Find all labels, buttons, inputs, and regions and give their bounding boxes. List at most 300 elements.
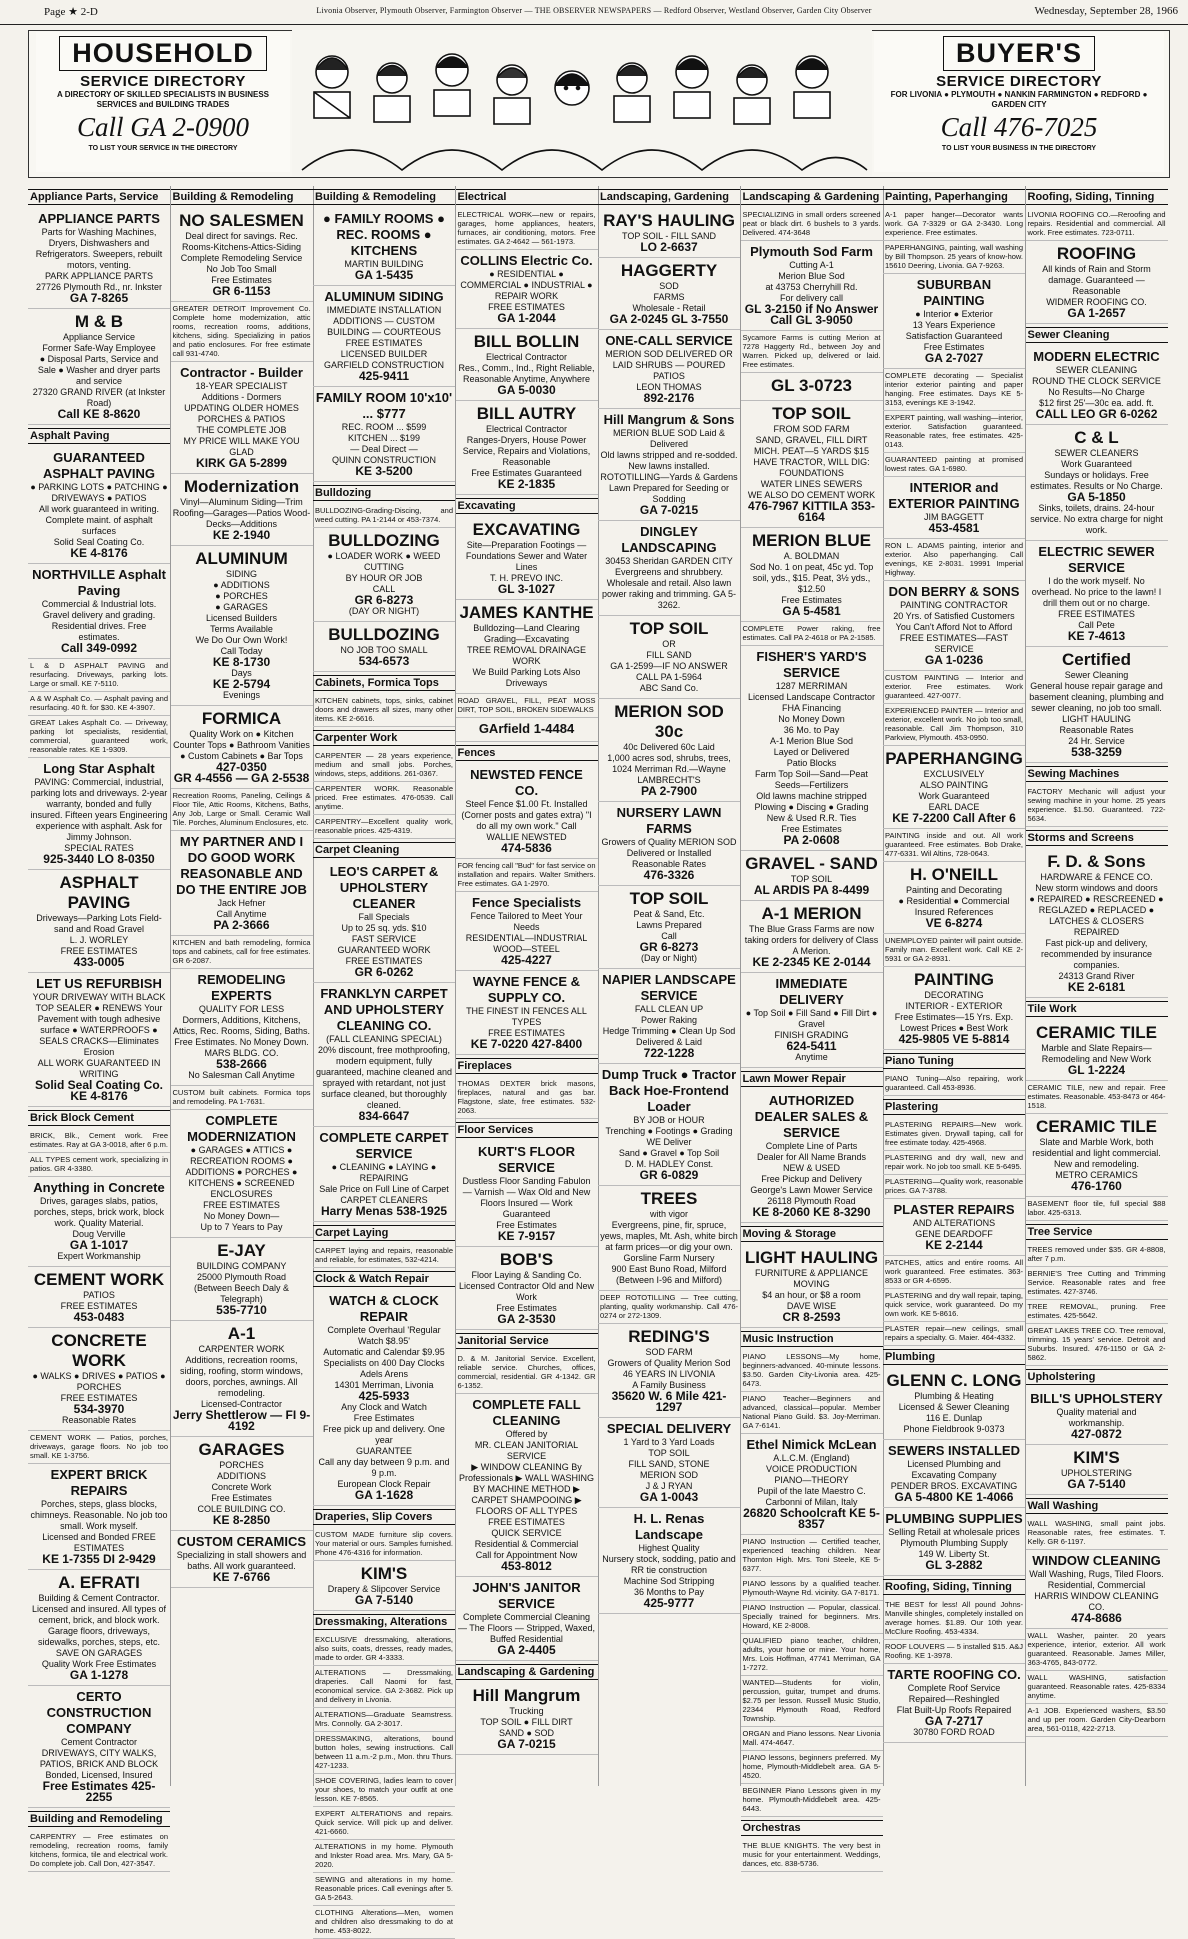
ad-line: Free Estimates <box>923 342 985 352</box>
ad-headline: Hill Mangrum <box>472 1686 581 1705</box>
ad-phone: GR 6-8273 <box>354 593 414 607</box>
display-ad <box>1026 1388 1168 1445</box>
ad-line: ● Top Soil ● Fill Sand ● Fill Dirt ● Gravel <box>745 1008 878 1029</box>
ad-line: Vinyl—Aluminum Siding—Trim Roofing—Garages—Patios Wood-Decks—Additions <box>172 497 311 529</box>
ad-line: Evergreens, pine, fir, spruce, yews, maples, Mt. Ash, white birch at farm prices—or dig your own. <box>600 1220 738 1252</box>
ad-line: MERION SOD <box>639 1470 698 1480</box>
ad-phone: 476-1760 <box>1071 1179 1122 1193</box>
ad-line: Complete Line of Parts <box>765 1141 858 1151</box>
ad-phone: KE 2-6181 <box>1067 980 1126 994</box>
ad-headline: TOP SOIL <box>772 404 851 423</box>
ad-line: PIANO—THEORY <box>774 1475 849 1485</box>
classified-listing: PATCHES, attics and entire rooms. All work guaranteed. Free estimates. 363-8533 or GR 4-6595. <box>883 1256 1025 1289</box>
ad-line: TOP SOIL <box>648 1448 690 1458</box>
ad-line: Dustless Floor Sanding Fabulon — Varnish — Wax Old and New Floors Insured — Work Guaranteed <box>462 1176 591 1219</box>
ad-line: Peat & Sand, Etc. <box>633 909 705 919</box>
ad-line: Licensed Landscape Contractor <box>747 692 876 702</box>
ad-headline: Fence Specialists <box>471 895 582 910</box>
ad-phone: GL 3-2150 if No Answer <box>744 302 879 316</box>
classified-listing: L & D ASPHALT PAVING and resurfacing. Driveways, parking lots. Large or small. KE 7-5110. <box>28 659 170 692</box>
ad-phone: GR 6-0262 <box>354 965 414 979</box>
ad-line: Jack Hefner <box>217 898 266 908</box>
ad-headline: BILL'S UPHOLSTERY <box>1030 1391 1163 1406</box>
ad-line: FREE ESTIMATES—FAST SERVICE <box>899 633 1009 654</box>
ad-phone: 35620 W. 6 Mile 421-1297 <box>611 1389 727 1414</box>
ad-phone: 624-5411 <box>786 1039 837 1053</box>
ad-line: A. BOLDMAN <box>783 551 840 561</box>
ad-headline: Plymouth Sod Farm <box>750 244 873 259</box>
display-ad <box>598 521 740 616</box>
household-call: Call GA 2-0900 <box>76 112 249 142</box>
ad-phone: KE 2-2144 <box>925 1238 983 1252</box>
display-ad <box>741 401 883 528</box>
ad-line: Work Guaranteed <box>1061 459 1132 469</box>
ad-line: Satisfaction Guaranteed <box>905 331 1003 341</box>
classified-listing: EXPERIENCED PAINTER — Interior and exterior, excellent work. No job too small, reasonable. Call Jim Thompson, 310 Parkview, Plymouth. 453-0950. <box>883 704 1025 746</box>
ad-headline: NO SALESMEN <box>179 211 304 230</box>
category-heading: Appliance Parts, Service <box>28 189 170 205</box>
display-ad <box>1026 1114 1168 1197</box>
ad-line: 36 Months to Pay <box>633 1587 705 1597</box>
ad-line: Dealer for All Name Brands <box>756 1152 867 1162</box>
ad-line: Plumbing & Heating <box>914 1391 994 1401</box>
ad-line: Cutting A-1 <box>789 260 834 270</box>
ad-line: HARRIS WINDOW CLEANING CO. <box>1034 1591 1159 1612</box>
display-ad <box>1026 346 1168 425</box>
classified-listing: COMPLETE Power raking, free estimates. Call PA 2-4618 or PA 2-1585. <box>741 622 883 646</box>
ad-line: Sinks, toilets, drains. 24-hour service. No extra charge for night work. <box>1030 503 1163 535</box>
ad-headline: REMODELING EXPERTS <box>197 972 286 1003</box>
ad-phone: Call KE 8-8620 <box>57 407 141 421</box>
ad-line: FILL SAND <box>646 650 692 660</box>
ad-headline: PAINTING <box>914 970 994 989</box>
household-description: A DIRECTORY OF SKILLED SPECIALISTS IN BUSINESS SERVICES and BUILDING TRADES <box>56 90 270 109</box>
ad-line: 900 East Buno Road, Milford (Between I-96 and Milford) <box>611 1264 727 1285</box>
display-ad <box>598 1508 740 1614</box>
category-heading: Painting, Paperhanging <box>883 189 1025 205</box>
ad-line: Licensed and Bonded FREE ESTIMATES <box>42 1532 156 1553</box>
ad-headline: BILL BOLLIN <box>473 332 580 351</box>
ad-line: ADDITIONS <box>216 1471 266 1481</box>
ad-phone: KE 3-5200 <box>355 464 413 478</box>
ad-headline: IMMEDIATE DELIVERY <box>775 976 848 1007</box>
ad-headline: BOB'S <box>499 1250 554 1269</box>
ad-line: SAND, GRAVEL, FILL DIRT <box>755 435 868 445</box>
display-ad <box>883 1664 1025 1743</box>
ad-line: RESIDENTIAL—INDUSTRIAL WOOD—STEEL <box>465 933 588 954</box>
ad-line: Adels Arens <box>359 1369 409 1379</box>
ad-line: Growers of Quality Merion Sod <box>607 1358 731 1368</box>
display-ad <box>1026 541 1168 647</box>
ad-phone: GA 5-4581 <box>782 604 841 618</box>
ad-line: FINISH GRADING <box>774 1030 849 1040</box>
ad-line: COLE BUILDING CO. <box>197 1504 286 1514</box>
ad-headline: ONE-CALL SERVICE <box>605 333 733 348</box>
ad-headline: M & B <box>74 312 124 331</box>
category-heading: Plastering <box>883 1099 1025 1115</box>
ad-line: MR. CLEAN JANITORIAL SERVICE <box>474 1440 579 1461</box>
ad-line: Deal direct for savings. Rec. Rooms-Kitchens-Attics-Siding <box>181 231 302 252</box>
category-heading: Bulldozing <box>313 485 455 501</box>
page-folio <box>0 0 1188 25</box>
ad-line: GA 1-2599—IF NO ANSWER CALL PA 1-5964 <box>610 661 728 682</box>
ad-headline: MERION SOD 30c <box>614 702 724 741</box>
ad-line: Complete Commercial Cleaning — The Floors — Stripped, Waxed, Buffed Residential <box>457 1612 596 1644</box>
display-ad <box>28 1328 170 1431</box>
ad-headline: CEMENT WORK <box>33 1270 165 1289</box>
display-ad <box>456 718 598 742</box>
ad-headline: BULLDOZING <box>328 531 440 550</box>
ad-phone: KIRK GA 5-2899 <box>196 456 287 470</box>
ad-phone: AL ARDIS PA 8-4499 <box>753 883 870 897</box>
classified-listing: PIANO Instruction — Popular, classical. Specially trained for beginners. Mrs. Howard, KE 2-8008. <box>741 1601 883 1634</box>
ad-line: TREE REMOVAL DRAINAGE WORK <box>466 645 587 666</box>
ad-headline: PLUMBING SUPPLIES <box>885 1511 1023 1526</box>
ad-line: with vigor <box>649 1209 688 1219</box>
display-ad <box>456 329 598 401</box>
display-ad <box>456 892 598 971</box>
display-ad <box>171 969 313 1086</box>
ad-headline: Modernization <box>183 477 300 496</box>
ad-line: FILL SAND, STONE <box>628 1459 710 1469</box>
ad-phone: GR 6-0829 <box>639 1168 699 1182</box>
classified-listing: QUALIFIED piano teacher, children, adults, your home or mine. Your home, Mrs. Lois Hoffman, 47741 Merriman, GA 1-7272. <box>741 1634 883 1676</box>
ad-phone: GA 1-2657 <box>1067 306 1126 320</box>
ad-line: Fence Tailored to Meet Your Needs <box>470 911 583 932</box>
ad-line: Commercial & Industrial lots. Gravel delivery and grading. Residential drives. Free estimates. <box>41 599 157 642</box>
ad-phone: 453-0483 <box>73 1310 125 1324</box>
classified-listing: THE BLUE KNIGHTS. The very best in music for your entertainment. Weddings, dances, etc. 838-5736. <box>741 1839 883 1872</box>
ad-line: EARL DACE <box>928 802 980 812</box>
ad-headline: TOP SOIL <box>629 619 709 638</box>
classified-listing: PIANO Tuning—Also repairing, work guaranteed. Call 453-8936. <box>883 1072 1025 1096</box>
column-5 <box>598 186 741 1786</box>
ad-line: ● GARAGES ● ATTICS ● RECREATION ROOMS ● ADDITIONS ● PORCHES ● KITCHENS ● SCREENED ENCLOSURES <box>185 1145 298 1199</box>
ad-phone: Harry Menas 538-1925 <box>320 1204 448 1218</box>
classified-listing: BASEMENT floor tile, full special $88 labor. 425-6313. <box>1026 1197 1168 1221</box>
display-ad <box>28 973 170 1107</box>
ad-phone: 427-0872 <box>1071 1427 1122 1441</box>
ad-line: Lawn Prepared for Seeding or Sodding <box>608 483 730 504</box>
ad-line: Complete Remodeling Service <box>180 253 303 263</box>
category-heading: Carpenter Work <box>313 730 455 746</box>
display-ad <box>741 973 883 1068</box>
ad-line: Parts for Washing Machines, Dryers, Dishwashers and Refrigerators. Sweepers, rebuilt motors, venting. <box>35 227 163 270</box>
ad-line: GARFIELD CONSTRUCTION <box>323 360 444 370</box>
display-ad <box>28 870 170 973</box>
ad-line: Growers of Quality MERION SOD <box>601 837 737 847</box>
ad-line: KITCHEN ... $199 <box>347 433 421 443</box>
ad-line: You Can't Afford Not to Afford <box>895 622 1013 632</box>
category-heading: Draperies, Slip Covers <box>313 1509 455 1525</box>
ad-line: Expert Workmanship <box>57 1251 141 1261</box>
ad-line: Trucking <box>509 1706 544 1716</box>
classified-listing: TREE REMOVAL, pruning. Free estimates. 425-5642. <box>1026 1300 1168 1324</box>
ad-line: Steel Fence $1.00 Ft. Installed (Corner posts and gates extra) "I do all my own work." Call <box>461 799 592 831</box>
ad-line: EXCLUSIVELY <box>923 769 985 779</box>
category-heading: Landscaping, Gardening <box>598 189 740 205</box>
ad-line: All kinds of Rain and Storm damage. Guaranteed — Reasonable <box>1042 264 1151 296</box>
ad-line: Building & Cement Contractor. Licensed and insured. All types of cement, brick, and block work. Garage floors, driveways, sidewalks, porches, steps, etc. <box>31 1593 167 1647</box>
ad-line: WIDMER ROOFING CO. <box>1046 297 1147 307</box>
ad-headline: LIGHT HAULING <box>744 1248 879 1267</box>
ad-headline: ELECTRIC SEWER SERVICE <box>1038 544 1155 575</box>
ad-line: Additions - Dormers <box>201 392 282 402</box>
display-ad <box>28 447 170 564</box>
ad-phone: 925-3440 LO 8-0350 <box>43 852 155 866</box>
ad-phone: KE 7-9157 <box>497 1229 556 1243</box>
classified-listing: PIANO Teacher—Beginners and advanced, classical—popular. Member National Piano Guild. $3. Joy-Merriman. GA 7-6141. <box>741 1392 883 1434</box>
ad-headline: GARAGES <box>198 1440 285 1459</box>
display-ad <box>883 274 1025 369</box>
ad-line: PENDER BROS. EXCAVATING <box>890 1481 1018 1491</box>
ad-phone: KE 8-1730 <box>212 655 271 669</box>
display-ad <box>741 646 883 851</box>
classified-listing: ROOF LOUVERS — 5 installed $15. A&J Roofing. KE 1-3978. <box>883 1640 1025 1664</box>
ad-headline: TREES <box>640 1189 698 1208</box>
ad-line: $4 an hour, or $8 a room <box>762 1290 861 1300</box>
display-ad <box>313 1561 455 1611</box>
ad-headline: ASPHALT PAVING <box>59 873 139 912</box>
display-ad <box>883 967 1025 1050</box>
display-ad <box>28 1177 170 1267</box>
category-heading: Sewer Cleaning <box>1026 327 1168 343</box>
category-heading: Moving & Storage <box>741 1226 883 1242</box>
ad-headline: GUARANTEED ASPHALT PAVING <box>43 450 155 481</box>
ad-line: Driveways—Parking Lots Field-sand and Road Gravel <box>36 913 162 934</box>
ad-line: CALL <box>372 584 396 594</box>
ad-headline: KURT'S FLOOR SERVICE <box>478 1144 575 1175</box>
classified-listing: THE BEST for less! All pound Johns-Manville shingles, completely installed on average homes. $1.89. Our 10th year. McClure Roofing. 453-4334. <box>883 1598 1025 1640</box>
ad-line: For delivery call <box>779 293 844 303</box>
ad-phone: GA 1-5435 <box>354 268 414 282</box>
ad-headline: GArfield 1-4484 <box>478 721 575 736</box>
display-ad <box>171 1238 313 1321</box>
ad-line: Highest Quality <box>638 1543 700 1553</box>
category-heading: Fences <box>456 745 598 761</box>
display-ad <box>456 1577 598 1661</box>
ad-line: 30780 FORD ROAD <box>913 1727 995 1737</box>
ad-phone: GR 6-1153 <box>212 284 271 298</box>
ad-phone: KE 7-0220 427-8400 <box>470 1037 583 1051</box>
classified-listing: CERAMIC TILE, new and repair. Free estimates. Reasonable. 453-8473 or 464-1518. <box>1026 1081 1168 1114</box>
ad-line: Dormers, Additions, Kitchens, Attics, Rec. Rooms, Siding, Baths. Free Estimates. No Money Down. <box>172 1015 311 1047</box>
ad-line: SAND ● SOD <box>499 1728 554 1738</box>
page-number: Page ★ 2-D <box>44 6 98 18</box>
ad-line: FAST SERVICE <box>351 934 417 944</box>
ad-line: 116 E. Dunlap <box>925 1413 983 1423</box>
classified-listing: D. & M. Janitorial Service. Excellent, reliable service. Churches, offices, commercial, residential. GR 4-1342. GR 6-1352. <box>456 1352 598 1394</box>
display-ad <box>313 208 455 286</box>
display-ad <box>741 373 883 401</box>
classified-listing: Sycamore Farms is cutting Merion at 7278 Haggerty Rd., between Joy and Warren. Picked up, delivered or laid. Free estimates. <box>741 331 883 373</box>
ad-line: 46 YEARS IN LIVONIA <box>622 1369 716 1379</box>
ad-phone: GA 1-1628 <box>354 1488 414 1502</box>
category-heading: Carpet Cleaning <box>313 842 455 858</box>
ad-line: 1 Yard to 3 Yard Loads <box>623 1437 715 1447</box>
ad-line: VOICE PRODUCTION <box>765 1464 857 1474</box>
ad-line: PAINTING CONTRACTOR <box>900 600 1008 610</box>
ad-line: Complete Roof Service <box>907 1683 1001 1693</box>
ad-phone: 534-6573 <box>358 654 410 668</box>
ad-line: (Day or Night) <box>640 953 697 963</box>
ad-phone: KE 2-5794 <box>212 677 271 691</box>
ad-line: 40c Delivered 60c Laid <box>623 742 715 752</box>
category-heading: Clock & Watch Repair <box>313 1271 455 1287</box>
ad-line: Concrete Work <box>211 1482 272 1492</box>
ad-line: 1,000 acres sod, shrubs, trees, 1024 Merriman Rd.—Wayne <box>607 753 731 774</box>
display-ad <box>883 1199 1025 1256</box>
masthead-line: Livonia Observer, Plymouth Observer, Farmington Observer — THE OBSERVER NEWSPAPERS — Redford Observer, Westland Observer, Garden City Observer <box>316 6 872 15</box>
category-heading: Sewing Machines <box>1026 766 1168 782</box>
ad-line: Call Anytime <box>216 909 267 919</box>
display-ad <box>28 1686 170 1808</box>
ad-phone: GA 5-4800 KE 1-4066 <box>894 1490 1014 1504</box>
ad-line: Former Safe-Way Employee <box>42 343 156 353</box>
ad-phone: GL 1-2224 <box>1067 1063 1126 1077</box>
ad-line: FREE ESTIMATES <box>1058 609 1135 619</box>
display-ad <box>28 758 170 870</box>
classified-listing: KITCHEN and bath remodeling, formica tops and cabinets, call for free estimates. GR 6-2087. <box>171 936 313 969</box>
ad-line: Plymouth Plumbing Supply <box>900 1538 1008 1548</box>
ad-line: Reasonable Rates <box>61 1415 137 1425</box>
ad-line: LICENSED BUILDER <box>340 349 428 359</box>
ad-line: PAVING: Commercial, industrial, parking lots and driveways. 2-year warranty, bonded and fully insured. Fifteen years Engineering experience with asphalt. Ask for Jimmy Johnson. <box>30 777 168 842</box>
ad-line: ● WALKS ● DRIVES ● PATIOS ● PORCHES <box>32 1371 166 1392</box>
ad-headline: ● FAMILY ROOMS ● REC. ROOMS ● KITCHENS <box>323 211 445 258</box>
ad-line: We Build Parking Lots Also Driveways <box>472 667 581 688</box>
display-ad <box>741 851 883 901</box>
ad-phone: 425-9411 <box>358 369 410 383</box>
ad-phone: 425-4227 <box>501 953 552 967</box>
ad-phone: KE 8-2850 <box>212 1513 271 1527</box>
ad-phone: KE 7-6766 <box>212 1570 271 1584</box>
ad-line: ● GARAGES <box>215 602 268 612</box>
ad-line: General house repair garage and basement cleaning, plumbing and sewer cleaning, no job too small. <box>1029 681 1164 713</box>
ad-line: PORCHES <box>219 1460 264 1470</box>
ad-line: GENE DEARDOFF <box>915 1229 993 1239</box>
display-ad <box>313 622 455 672</box>
display-ad <box>598 330 740 409</box>
ad-line: IMMEDIATE INSTALLATION ADDITIONS — CUSTOM BUILDING — COURTEOUS FREE ESTIMATES <box>326 305 442 348</box>
ad-line: Lowest Prices ● Best Work <box>900 1023 1008 1033</box>
ad-line: A-1 Merion Blue Sod <box>769 736 854 746</box>
classified-listing: CARPENTER — 28 years experience, medium and small jobs. Porches, windows, steps, additions. 261-0367. <box>313 749 455 782</box>
ad-line: Sale Price on Full Line of Carpet <box>319 1184 449 1194</box>
ad-line: Repaired—Reshingled <box>908 1694 1000 1704</box>
ad-line: L. J. WORLEY <box>69 935 129 945</box>
display-ad <box>883 581 1025 671</box>
ad-phone: KE 4-8176 <box>70 546 128 560</box>
ad-headline: H. O'NEILL <box>909 865 999 884</box>
ad-line: MICH. PEAT—5 YARDS $15 <box>753 446 870 456</box>
display-ad <box>741 901 883 973</box>
classified-listing: PLASTERING REPAIRS—New work. Estimates given. Drywall taping, call for free estimate today. 425-4968. <box>883 1118 1025 1151</box>
display-ad <box>883 1508 1025 1576</box>
display-ad <box>456 764 598 859</box>
ad-phone: 476-3326 <box>643 868 695 882</box>
ad-headline: C & L <box>1074 428 1119 447</box>
category-heading: Roofing, Siding, Tinning <box>1026 189 1168 205</box>
ad-line: Free Estimates <box>211 275 272 285</box>
classified-listing: PLASTER repair—new ceilings, small repairs a specialty. G. Maier. 464-4332. <box>883 1322 1025 1346</box>
ad-line: MY PRICE WILL MAKE YOU GLAD <box>183 436 300 457</box>
category-heading: Cabinets, Formica Tops <box>313 675 455 691</box>
ad-line: SEWER CLEANERS <box>1054 448 1139 458</box>
ad-line: T. H. PREVO INC. <box>489 573 563 583</box>
ad-headline: KIM'S <box>360 1564 408 1583</box>
classified-listing: DRESSMAKING, alterations, bound button holes, sewing instructions. Call between 11 a.m.-2 p.m., Mon. thru Thurs. 427-1233. <box>313 1732 455 1774</box>
category-heading: Building and Remodeling <box>28 1811 170 1827</box>
ad-line: (Between Beech Daly & Telegraph) <box>193 1283 290 1304</box>
ad-line: ● ADDITIONS <box>213 580 270 590</box>
display-ad <box>171 208 313 302</box>
display-ad <box>456 1394 598 1577</box>
ad-headline: A. EFRATI <box>58 1573 140 1592</box>
ad-line: Phone Fieldbrook 9-0373 <box>903 1424 1005 1434</box>
classified-listing: GREAT LAKES TREE CO. Tree removal, trimming. 15 years' service. Detroit and Suburbs. Insured. 476-1150 or GA 2-5862. <box>1026 1324 1168 1366</box>
ad-headline: F. D. & Sons <box>1047 852 1146 871</box>
category-heading: Building & Remodeling <box>171 189 313 205</box>
classified-listing: ALL TYPES cement work, specializing in patios. GR 4-3380. <box>28 1153 170 1177</box>
ad-line: Licensed & Sewer Cleaning <box>898 1402 1010 1412</box>
ad-phone: 474-8686 <box>1071 1611 1122 1625</box>
ad-headline: FISHER'S YARD'S SERVICE <box>756 649 867 680</box>
ad-line: Free Pickup and Delivery <box>761 1174 862 1184</box>
classified-listing: A & W Asphalt Co. — Asphalt paving and resurfacing. 40 ft. for $30. KE 4-3907. <box>28 692 170 716</box>
ad-line: Porches, steps, glass blocks, chimneys. Reasonable. No job too small. Work myself. <box>30 1499 168 1531</box>
ad-line: Call Pete <box>1078 620 1115 630</box>
classified-listing: A-1 paper hanger—Decorator wants work. GA 7-3329 or GA 2-3430. Long experience. Free estimates. <box>883 208 1025 241</box>
ad-line: Selling Retail at wholesale prices <box>888 1527 1020 1537</box>
ad-phone: CR 8-2593 <box>782 1310 841 1324</box>
ad-headline: NEWSTED FENCE CO. <box>470 767 583 798</box>
buyers-directory-box <box>874 32 1164 172</box>
display-ad <box>313 387 455 482</box>
display-ad <box>28 1267 170 1328</box>
ad-line: Additions, recreation rooms, siding, roofing, storm windows, doors, porches, awnings. All remodeling. <box>179 1355 304 1398</box>
ad-line: Automatic and Calendar $9.95 <box>323 1347 445 1357</box>
ad-headline: TOP SOIL <box>629 889 709 908</box>
ad-line: Call Today <box>220 646 263 656</box>
display-ad <box>171 1437 313 1531</box>
display-ad <box>1026 1445 1168 1495</box>
ad-line: Anytime <box>795 1052 828 1062</box>
ad-headline: GLENN C. LONG <box>886 1371 1022 1390</box>
ad-phone: GA 1-0236 <box>924 653 984 667</box>
display-ad <box>456 401 598 495</box>
ad-headline: H. L. Renas Landscape <box>633 1511 705 1542</box>
ad-headline: PAPERHANGING <box>885 749 1023 768</box>
classified-listing: SPECIALIZING in small orders screened peat or black dirt. 6 bushels to 3 yards. Delivered. 474-3648 <box>741 208 883 241</box>
ad-phone: GA 2-4405 <box>497 1643 556 1657</box>
ad-line: (DAY OR NIGHT) <box>348 606 420 616</box>
ad-line: Call for Appointment Now <box>475 1550 578 1560</box>
ad-line: ● CLEANING ● LAYING ● REPAIRING <box>331 1162 437 1183</box>
category-heading: Lawn Mower Repair <box>741 1071 883 1087</box>
ad-line: FURNITURE & APPLIANCE MOVING <box>754 1268 869 1289</box>
classified-listing: PLASTERING and dry wall repair, taping, quick service, work guaranteed. Do my own work. KE 5-8616. <box>883 1289 1025 1322</box>
classified-listing: A-1 JOB. Experienced washers, $3.50 and up per room. Garden City-Dearborn area, 561-0118, 422-2713. <box>1026 1704 1168 1737</box>
display-ad <box>171 1110 313 1238</box>
display-ad <box>1026 425 1168 541</box>
ad-line: FREE ESTIMATES <box>488 1028 565 1038</box>
classified-listing: Recreation Rooms, Paneling, Ceilings & Floor Tile, Attic Rooms, Kitchens, Baths, Any Job, Large or Small. Ceramic Wall Tile. Porches, Aluminum Enclosures, etc. <box>171 789 313 831</box>
ad-line: LAMBRECHT'S <box>637 775 701 785</box>
ad-line: METRO CERAMICS <box>1055 1170 1138 1180</box>
ad-headline: LEO'S CARPET & UPHOLSTERY CLEANER <box>329 864 439 911</box>
ad-headline: MODERN ELECTRIC <box>1033 349 1160 364</box>
